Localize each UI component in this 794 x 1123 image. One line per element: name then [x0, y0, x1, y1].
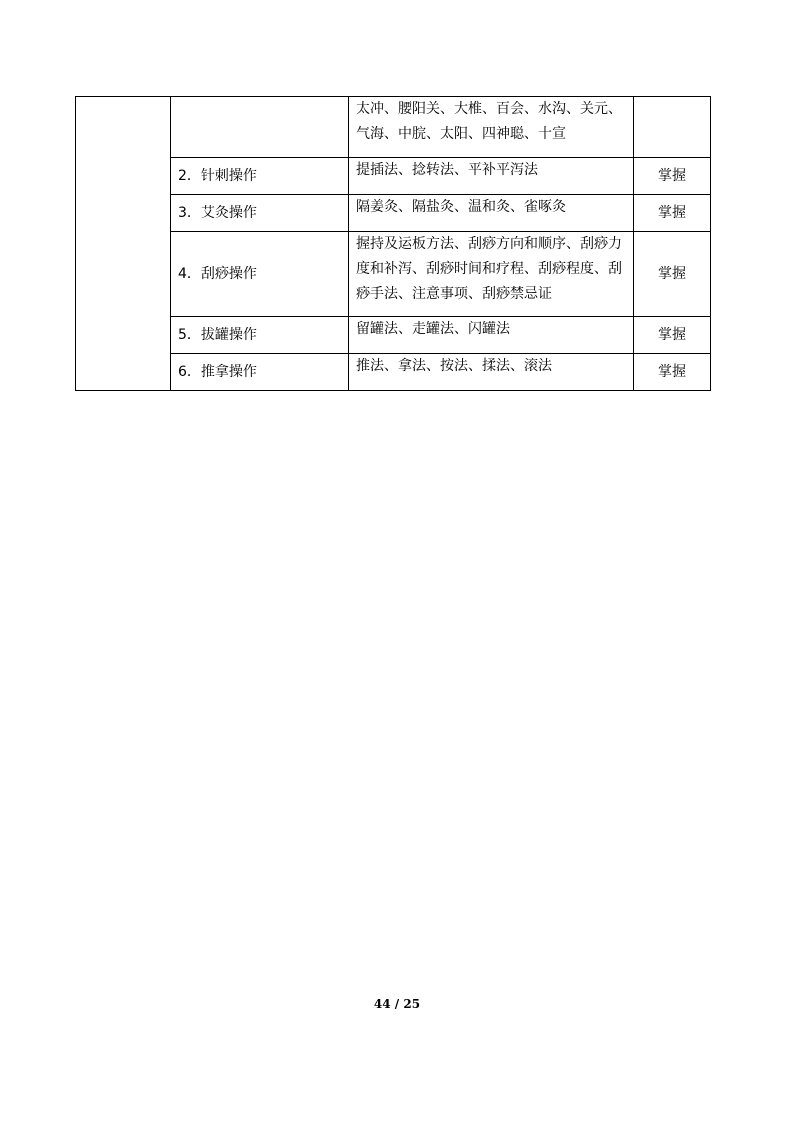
- content-cell: 留罐法、走罐法、闪罐法: [349, 317, 634, 354]
- table-row: [76, 354, 711, 391]
- content-cell: 提插法、捻转法、平补平泻法: [349, 158, 634, 195]
- skills-table: [75, 96, 711, 391]
- table-row: [76, 317, 711, 354]
- item-cell: 4．刮痧操作: [171, 232, 349, 317]
- item-cell: 6．推拿操作: [171, 354, 349, 391]
- item-cell: 3．艾灸操作: [171, 195, 349, 232]
- requirement-cell: 掌握: [634, 317, 711, 354]
- item-cell: 5．拔罐操作: [171, 317, 349, 354]
- table-row: [76, 97, 711, 158]
- requirement-cell: 掌握: [634, 232, 711, 317]
- page-number: 44 / 25: [373, 997, 421, 1011]
- table-row: [76, 195, 711, 232]
- requirement-cell: [634, 97, 711, 158]
- content-cell: 太冲、腰阳关、大椎、百会、水沟、关元、气海、中脘、太阳、四神聪、十宣: [349, 97, 634, 158]
- requirement-cell: 掌握: [634, 354, 711, 391]
- item-cell: [171, 97, 349, 158]
- content-cell: 握持及运板方法、刮痧方向和顺序、刮痧力度和补泻、刮痧时间和疗程、刮痧程度、刮痧手法、注意事项、刮痧禁忌证: [349, 232, 634, 317]
- requirement-cell: 掌握: [634, 195, 711, 232]
- content-cell: 隔姜灸、隔盐灸、温和灸、雀啄灸: [349, 195, 634, 232]
- requirement-cell: 掌握: [634, 158, 711, 195]
- category-cell: [76, 97, 171, 391]
- item-cell: 2．针刺操作: [171, 158, 349, 195]
- table-row: [76, 158, 711, 195]
- table-row: [76, 232, 711, 317]
- content-cell: 推法、拿法、按法、揉法、滚法: [349, 354, 634, 391]
